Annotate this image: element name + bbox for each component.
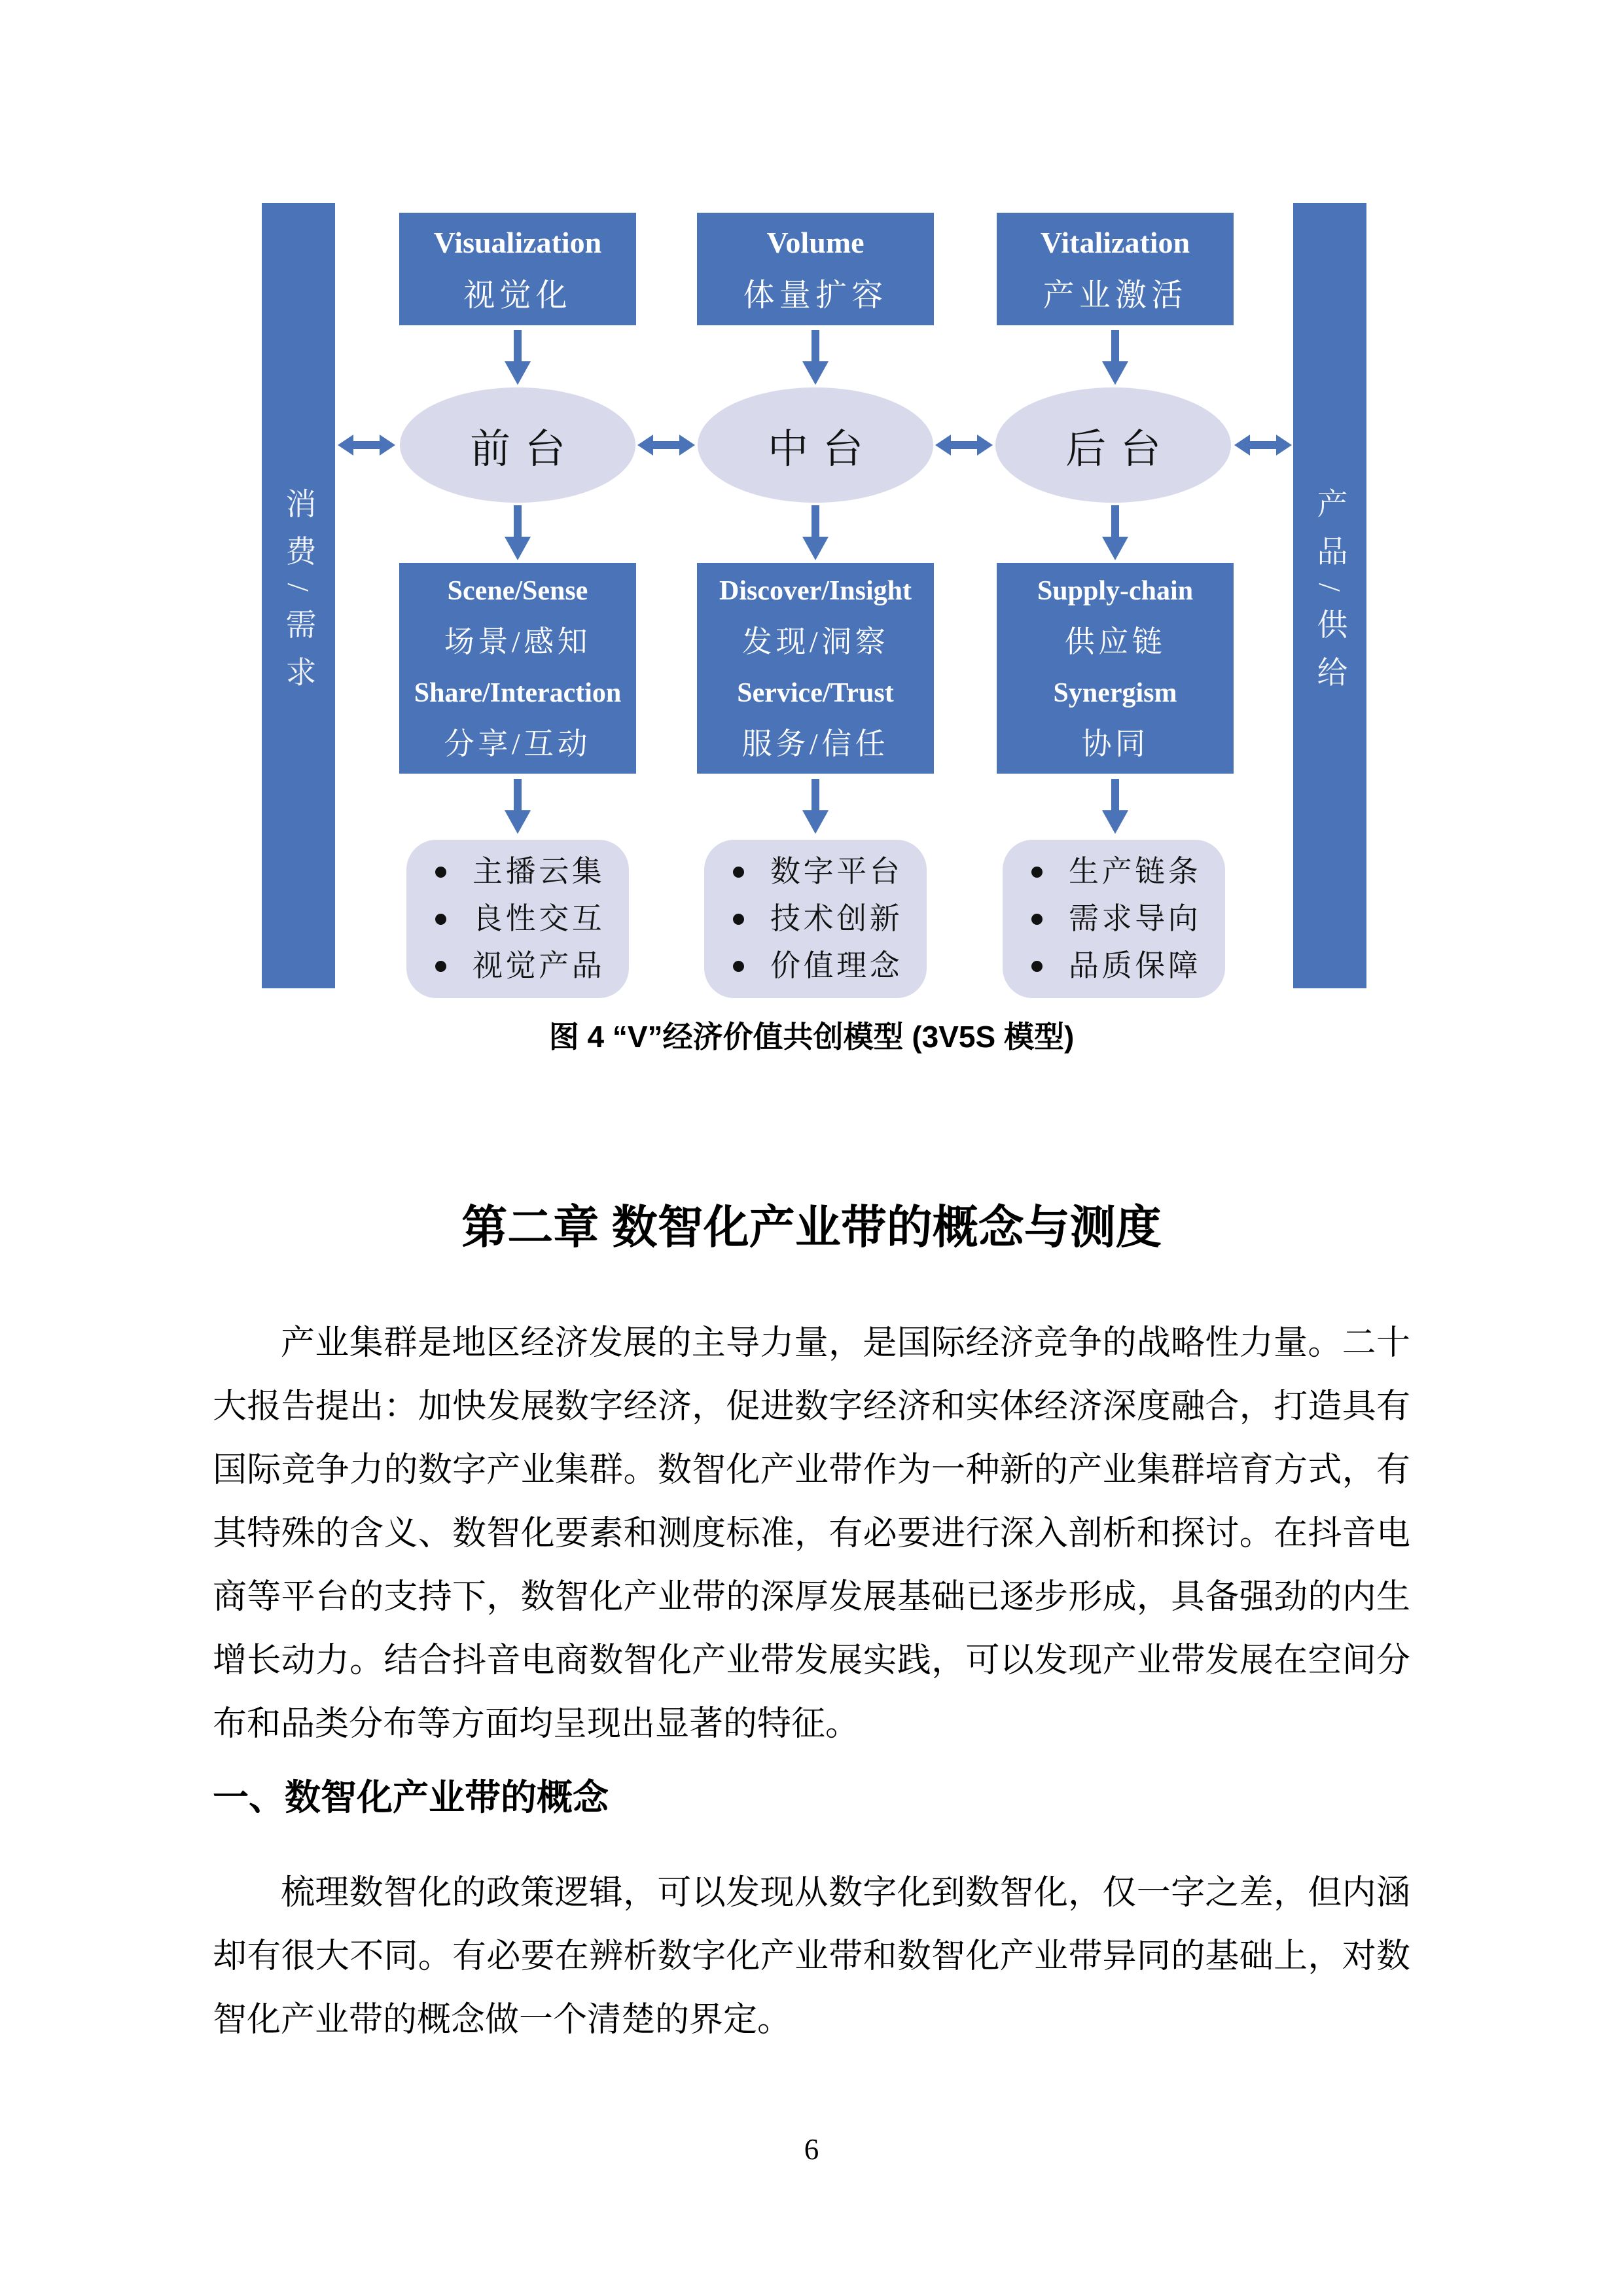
arrow-down-icon [505, 330, 531, 385]
bullet-dot-icon [1031, 961, 1043, 972]
bullet-box-front-stage [406, 840, 629, 998]
top-box-volume [697, 213, 934, 325]
mid-box-zh-label: 协同 [1081, 727, 1149, 761]
top-box-en-label: Volume [766, 226, 865, 259]
figure-caption: 图 4 “V”经济价值共创模型 (3V5S 模型) [548, 1020, 1075, 1054]
bullet-box-back-stage [1003, 840, 1225, 998]
list-item: 主播云集 [435, 852, 629, 892]
ellipse-label: 前台 [470, 427, 580, 472]
chapter-title: 第二章 数智化产业带的概念与测度 [461, 1201, 1162, 1253]
ellipse-label: 后台 [1065, 427, 1175, 472]
ellipse-front-stage [400, 387, 635, 503]
top-box-en-label: Visualization [433, 226, 602, 259]
section-title: 一、数智化产业带的概念 [213, 1776, 609, 1818]
bullet-box-middle-stage [704, 840, 927, 998]
right-bar-label: 产品/供给 [1312, 487, 1347, 704]
mid-box-supply-synergism [997, 563, 1234, 774]
top-box-zh-label: 产业激活 [1043, 278, 1188, 313]
arrow-left-right-icon [637, 433, 695, 457]
mid-box-en-label: Share/Interaction [414, 678, 622, 708]
top-box-zh-label: 体量扩容 [743, 278, 888, 313]
arrow-down-icon [505, 779, 531, 834]
top-box-zh-label: 视觉化 [463, 278, 572, 313]
mid-box-zh-label: 场景/感知 [444, 625, 592, 658]
bullet-dot-icon [1031, 867, 1043, 878]
ellipse-back-stage [995, 387, 1231, 503]
mid-box-zh-label: 分享/互动 [444, 727, 592, 761]
arrow-down-icon [802, 779, 829, 834]
figure-right-bar [1293, 203, 1366, 988]
mid-box-en-label: Scene/Sense [447, 576, 588, 606]
mid-box-en-label: Synergism [1053, 678, 1177, 708]
arrow-down-icon [1102, 505, 1128, 560]
list-item: 价值理念 [733, 946, 927, 986]
mid-box-scene-share [399, 563, 636, 774]
arrow-down-icon [802, 330, 829, 385]
top-box-vitalization [997, 213, 1234, 325]
mid-box-en-label: Supply-chain [1037, 576, 1194, 606]
bullet-dot-icon [733, 867, 744, 878]
list-item: 技术创新 [733, 899, 927, 939]
list-item: 生产链条 [1031, 852, 1225, 892]
mid-box-en-label: Service/Trust [737, 678, 894, 708]
list-item: 需求导向 [1031, 899, 1225, 939]
page-number: 6 [804, 2133, 819, 2166]
bullet-dot-icon [1031, 914, 1043, 925]
mid-box-zh-label: 发现/洞察 [741, 625, 889, 658]
arrow-down-icon [802, 505, 829, 560]
mid-box-en-label: Discover/Insight [719, 576, 912, 606]
bullet-dot-icon [435, 914, 446, 925]
list-item: 良性交互 [435, 899, 629, 939]
bullet-dot-icon [435, 961, 446, 972]
figure-left-bar [262, 203, 335, 988]
ellipse-middle-stage [698, 387, 933, 503]
ellipse-label: 中台 [768, 427, 878, 472]
bullet-dot-icon [435, 867, 446, 878]
mid-box-zh-label: 供应链 [1064, 625, 1166, 658]
arrow-left-right-icon [338, 433, 395, 457]
list-item: 品质保障 [1031, 946, 1225, 986]
arrow-left-right-icon [1234, 433, 1292, 457]
list-item: 数字平台 [733, 852, 927, 892]
bullet-dot-icon [733, 914, 744, 925]
bullet-dot-icon [733, 961, 744, 972]
mid-box-zh-label: 服务/信任 [741, 727, 889, 761]
body-paragraph: 产业集群是地区经济发展的主导力量，是国际经济竞争的战略性力量。二十大报告提出：加快发展数字经济，促进数字经济和实体经济深度融合，打造具有国际竞争力的数字产业集群。数智化产业带作为一种新的产业集群培育方式，有其特殊的含义、数智化要素和测度标准，有必要进行深入剖析和探讨。在抖音电商等平台的支持下，数智化产业带的深厚发展基础已逐步形成，具备强劲的内生增长动力。结合抖音电商数智化产业带发展实践，可以发现产业带发展在空间分布和品类分布等方面均呈现出显著的特征。 [213, 1325, 1410, 1743]
arrow-down-icon [505, 505, 531, 560]
mid-box-discover-service [697, 563, 934, 774]
top-box-visualization [399, 213, 636, 325]
arrow-left-right-icon [935, 433, 993, 457]
top-box-en-label: Vitalization [1040, 226, 1190, 259]
list-item: 视觉产品 [435, 946, 629, 986]
arrow-down-icon [1102, 779, 1128, 834]
arrow-down-icon [1102, 330, 1128, 385]
body-paragraph: 梳理数智化的政策逻辑，可以发现从数字化到数智化，仅一字之差，但内涵却有很大不同。有必要在辨析数字化产业带和数智化产业带异同的基础上，对数智化产业带的概念做一个清楚的界定。 [213, 1874, 1410, 2039]
left-bar-label: 消费/需求 [281, 487, 315, 704]
